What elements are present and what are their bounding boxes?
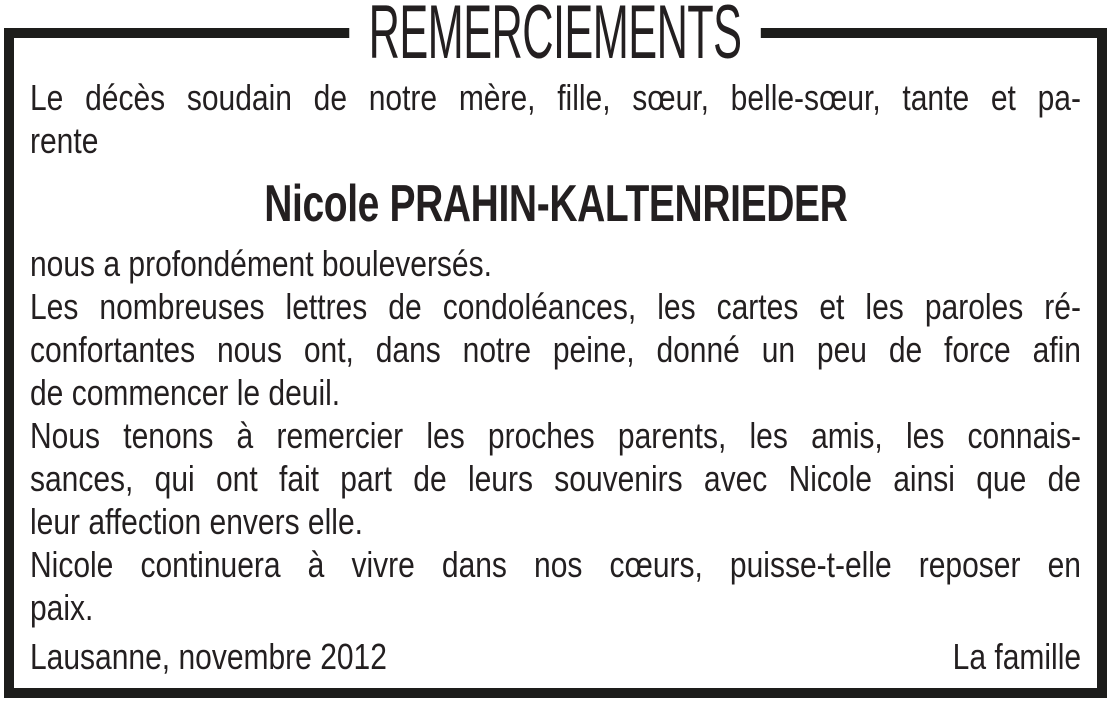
body-line: Nicole continuera à vivre dans nos cœurs, puisse-t-elle reposer en <box>30 544 1081 585</box>
family-signature: La famille <box>952 636 1081 677</box>
paragraph-condolences <box>30 285 1081 414</box>
place-date: Lausanne, novembre 2012 <box>30 636 387 677</box>
body-line: leur affection envers elle. <box>30 501 363 542</box>
body-line: rente <box>30 120 99 161</box>
body-line: paix. <box>30 587 94 628</box>
notice-body <box>14 38 1097 688</box>
body-line: confortantes nous ont, dans notre peine, donné un peu de force afin <box>30 329 1081 370</box>
paragraph-thanks <box>30 414 1081 543</box>
paragraph-intro <box>30 76 1081 162</box>
body-line: Le décès soudain de notre mère, fille, sœur, belle-sœur, tante et pa- <box>30 77 1081 118</box>
paragraph-moved <box>30 242 1081 285</box>
notice-footer <box>30 635 1081 678</box>
body-line: Les nombreuses lettres de condoléances, les cartes et les paroles ré- <box>30 286 1081 327</box>
body-line: nous a profondément bouleversés. <box>30 243 492 284</box>
body-line: de commencer le deuil. <box>30 372 341 413</box>
paragraph-memory <box>30 543 1081 629</box>
body-line: sances, qui ont fait part de leurs souvenirs avec Nicole ainsi que de <box>30 458 1081 499</box>
deceased-name-row <box>30 175 1081 233</box>
deceased-name: Nicole PRAHIN-KALTENRIEDER <box>263 175 848 233</box>
body-line: Nous tenons à remercier les proches parents, les amis, les connais- <box>30 415 1081 456</box>
notice-box <box>4 0 1107 698</box>
notice-title: REMERCIEMENTS <box>350 0 762 69</box>
